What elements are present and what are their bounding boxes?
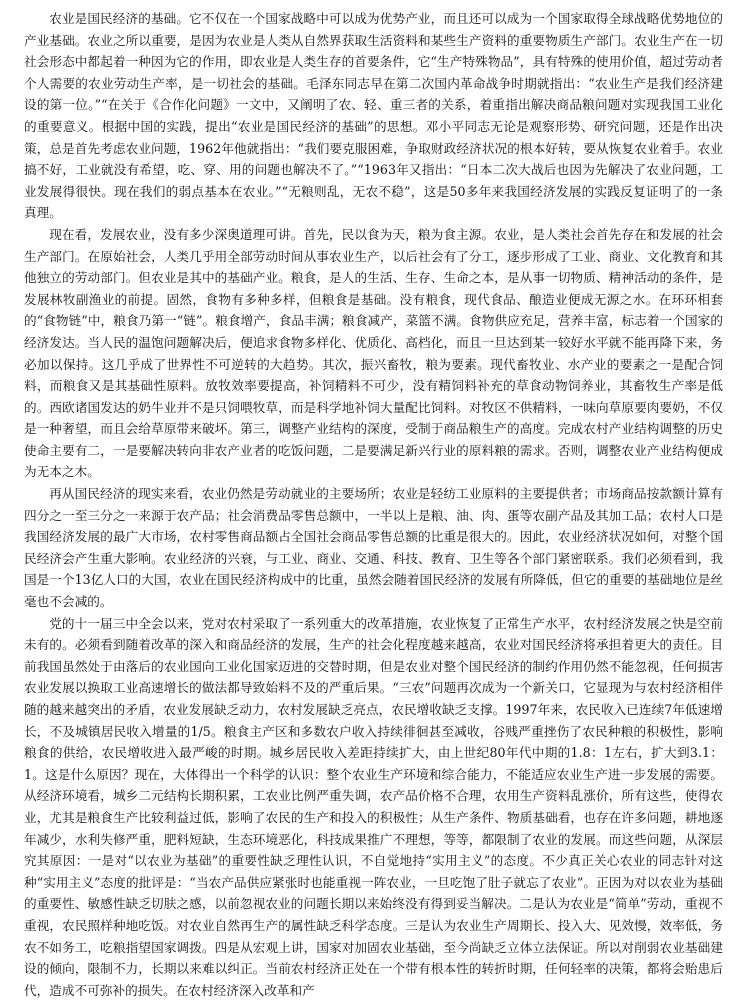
paragraph-4: 党的十一届三中全会以来，党对农村采取了一系列重大的改革措施，农业恢复了正常生产水平，农村经济发展之快是空前未有的。必须看到随着改革的深入和商品经济的发展，生产的社会化程度越来越高，农业对国民经济将承担着更大的责任。目前我国虽然处于由落后的农业国向工业化国家迈进的交替时期，但是农业对整个国民经济的制约作用仍然不能忽视，任何损害农业发展以换取工业高速增长的做法都导致始料不及的严重后果。“三农”问题再次成为一个新关口，它显现为与农村经济相伴随的越来越突出的矛盾，农业发展缺乏动力，农村发展缺乏亮点，农民增收缺乏支撑。1997年来，农民收入已连续7年低速增长，不及城镇居民收入增量的1/5。粮食主产区和多数农户收入持续徘徊甚至减收，谷贱严重挫伤了农民种粮的积极性，影响粮食的供给，农民增收进入最严峻的时期。城乡居民收入差距持续扩大，由上世纪80年代中期的1.8：1左右，扩大到3.1：1。这是什么原因？现在，大体得出一个科学的认识：整个农业生产环境和综合能力，不能适应农业生产进一步发展的需要。从经济环境看，城乡二元结构长期积累，工农业比例严重失调，农产品价格不合理，农用生产资料乱涨价，所有这些，使得农业，尤其是粮食生产比较利益过低，影响了农民的生产和投入的积极性；从生产条件、物质基础看，也存在许多问题，耕地逐年减少，水利失修严重，肥料短缺，生态环境恶化，科技成果推广不理想，等等，都限制了农业的发展。而这些问题，从深层究其原因：一是对“以农业为基础”的重要性缺乏理性认识，不自觉地持“实用主义”的态度。不少真正关心农业的同志针对这种“实用主义”态度的批评是：“当农产品供应紧张时也能重视一阵农业，一旦吃饱了肚子就忘了农业”。正因为对以农业为基础的重要性、敏感性缺乏切肤之感，以前忽视农业的问题长期以来始终没有得到妥当解决。二是认为农业是“简单”劳动，重视不重视，农民照样种地吃饭。对农业自然再生产的属性缺乏科学态度。三是认为农业生产周期长、投入大、见效慢，效率低，务农不如务工，吃粮指望国家调拨。四是从宏观上讲，国家对加固农业基础，至今尚缺乏立体立法保证。所以对削弱农业基础建设的倾向，限制不力，长期以来难以纠正。当前农村经济正处在一个带有根本性的转折时期，任何轻率的决策，都将会贻患后代，造成不可弥补的损失。在农村经济深入改革和产 bbox=[24, 615, 723, 998]
paragraph-3: 再从国民经济的现实来看，农业仍然是劳动就业的主要场所；农业是轻纺工业原料的主要提供者；市场商品按款额计算有四分之一至三分之一来源于农产品；社会消费品零售总额中，一半以上是粮、油、肉、蛋等农副产品及其加工品；农村人口是我国经济发展的最广大市场，农村零售商品额占全国社会商品零售总额的比重是很大的。因此，农业经济状况如何，对整个国民经济会产生重大影响。农业经济的兴衰，与工业、商业、交通、科技、教育、卫生等各个部门紧密联系。我们必须看到，我国是一个13亿人口的大国，农业在国民经济构成中的比重，虽然会随着国民经济的发展有所降低，但它的重要的基础地位是丝毫也不会减的。 bbox=[24, 486, 723, 610]
paragraph-2: 现在看，发展农业，没有多少深奥道理可讲。首先，民以食为天，粮为食主源。农业，是人类社会首先存在和发展的社会生产部门。在原始社会，人类几乎用全部劳动时间从事农业生产，以后社会有了分工，逐步形成了工业、商业、文化教育和其他独立的劳动部门。但农业是其中的基础产业。粮食，是人的生活、生存、生命之本，是从事一切物质、精神活动的条件，是发展林牧副渔业的前提。固然，食物有多种多样，但粮食是基础。没有粮食，现代食品、酿造业便成无源之水。在环环相套的“食物链”中，粮食乃第一“链”。粮食增产，食品丰满；粮食减产，菜篮不满。食物供应充足，营养丰富，标志着一个国家的经济发达。当人民的温饱问题解决后，便追求食物多样化、优质化、高档化，而且一旦达到某一较好水平就不能再降下来，务必加以保持。这几乎成了世界性不可逆转的大趋势。其次，振兴畜牧，粮为要素。现代畜牧业、水产业的要素之一是配合饲料，而粮食又是其基础性原料。放牧效率要提高，补饲精料不可少，没有精饲料补充的草食动物饲养业，其畜牧生产率是低的。西欧诸国发达的奶牛业并不是只饲喂牧草，而是科学地补饲大量配比饲料。对牧区不供精料，一味向草原要肉要奶，不仅是一种奢望，而且会给草原带来破坏。第三，调整产业结构的深度，受制于商品粮生产的高度。完成农村产业结构调整的历史使命主要有二，一是要解决转向非农产业者的吃饭问题，二是要满足新兴行业的原料粮的需求。否则，调整农业产业结构便成为无本之木。 bbox=[24, 226, 723, 480]
paragraph-1: 农业是国民经济的基础。它不仅在一个国家战略中可以成为优势产业，而且还可以成为一个国家取得全球战略优势地位的产业基础。农业之所以重要，是因为农业是人类从自然界获取生活资料和某些生产资料的重要物质生产部门。农业生产在一切社会形态中都起着一种因为它的作用，即农业是人类生存的首要条件，它“生产特殊物品”，具有特殊的使用价值，超过劳动者个人需要的农业劳动生产率，是一切社会的基础。毛泽东同志早在第二次国内革命战争时期就指出：“农业生产是我们经济建设的第一位。”“在关于《合作化问题》一文中，又阐明了农、轻、重三者的关系，着重指出解决商品粮问题对实现我国工业化的重要意义。根据中国的实践，提出“农业是国民经济的基础”的思想。邓小平同志无论是观察形势、研究问题，还是作出决策，总是首先考虑农业问题，1962年他就指出：“我们要克服困难，争取财政经济状况的根本好转，要从恢复农业着手。农业搞不好，工业就没有希望，吃、穿、用的问题也解决不了。”“1963年又指出：“日本二次大战后也因为先解决了农业问题，工业发展得很快。现在我们的弱点基本在农业。”“无粮则乱，无农不稳”，这是50多年来我国经济发展的实践反复证明了的一条真理。 bbox=[24, 11, 723, 221]
